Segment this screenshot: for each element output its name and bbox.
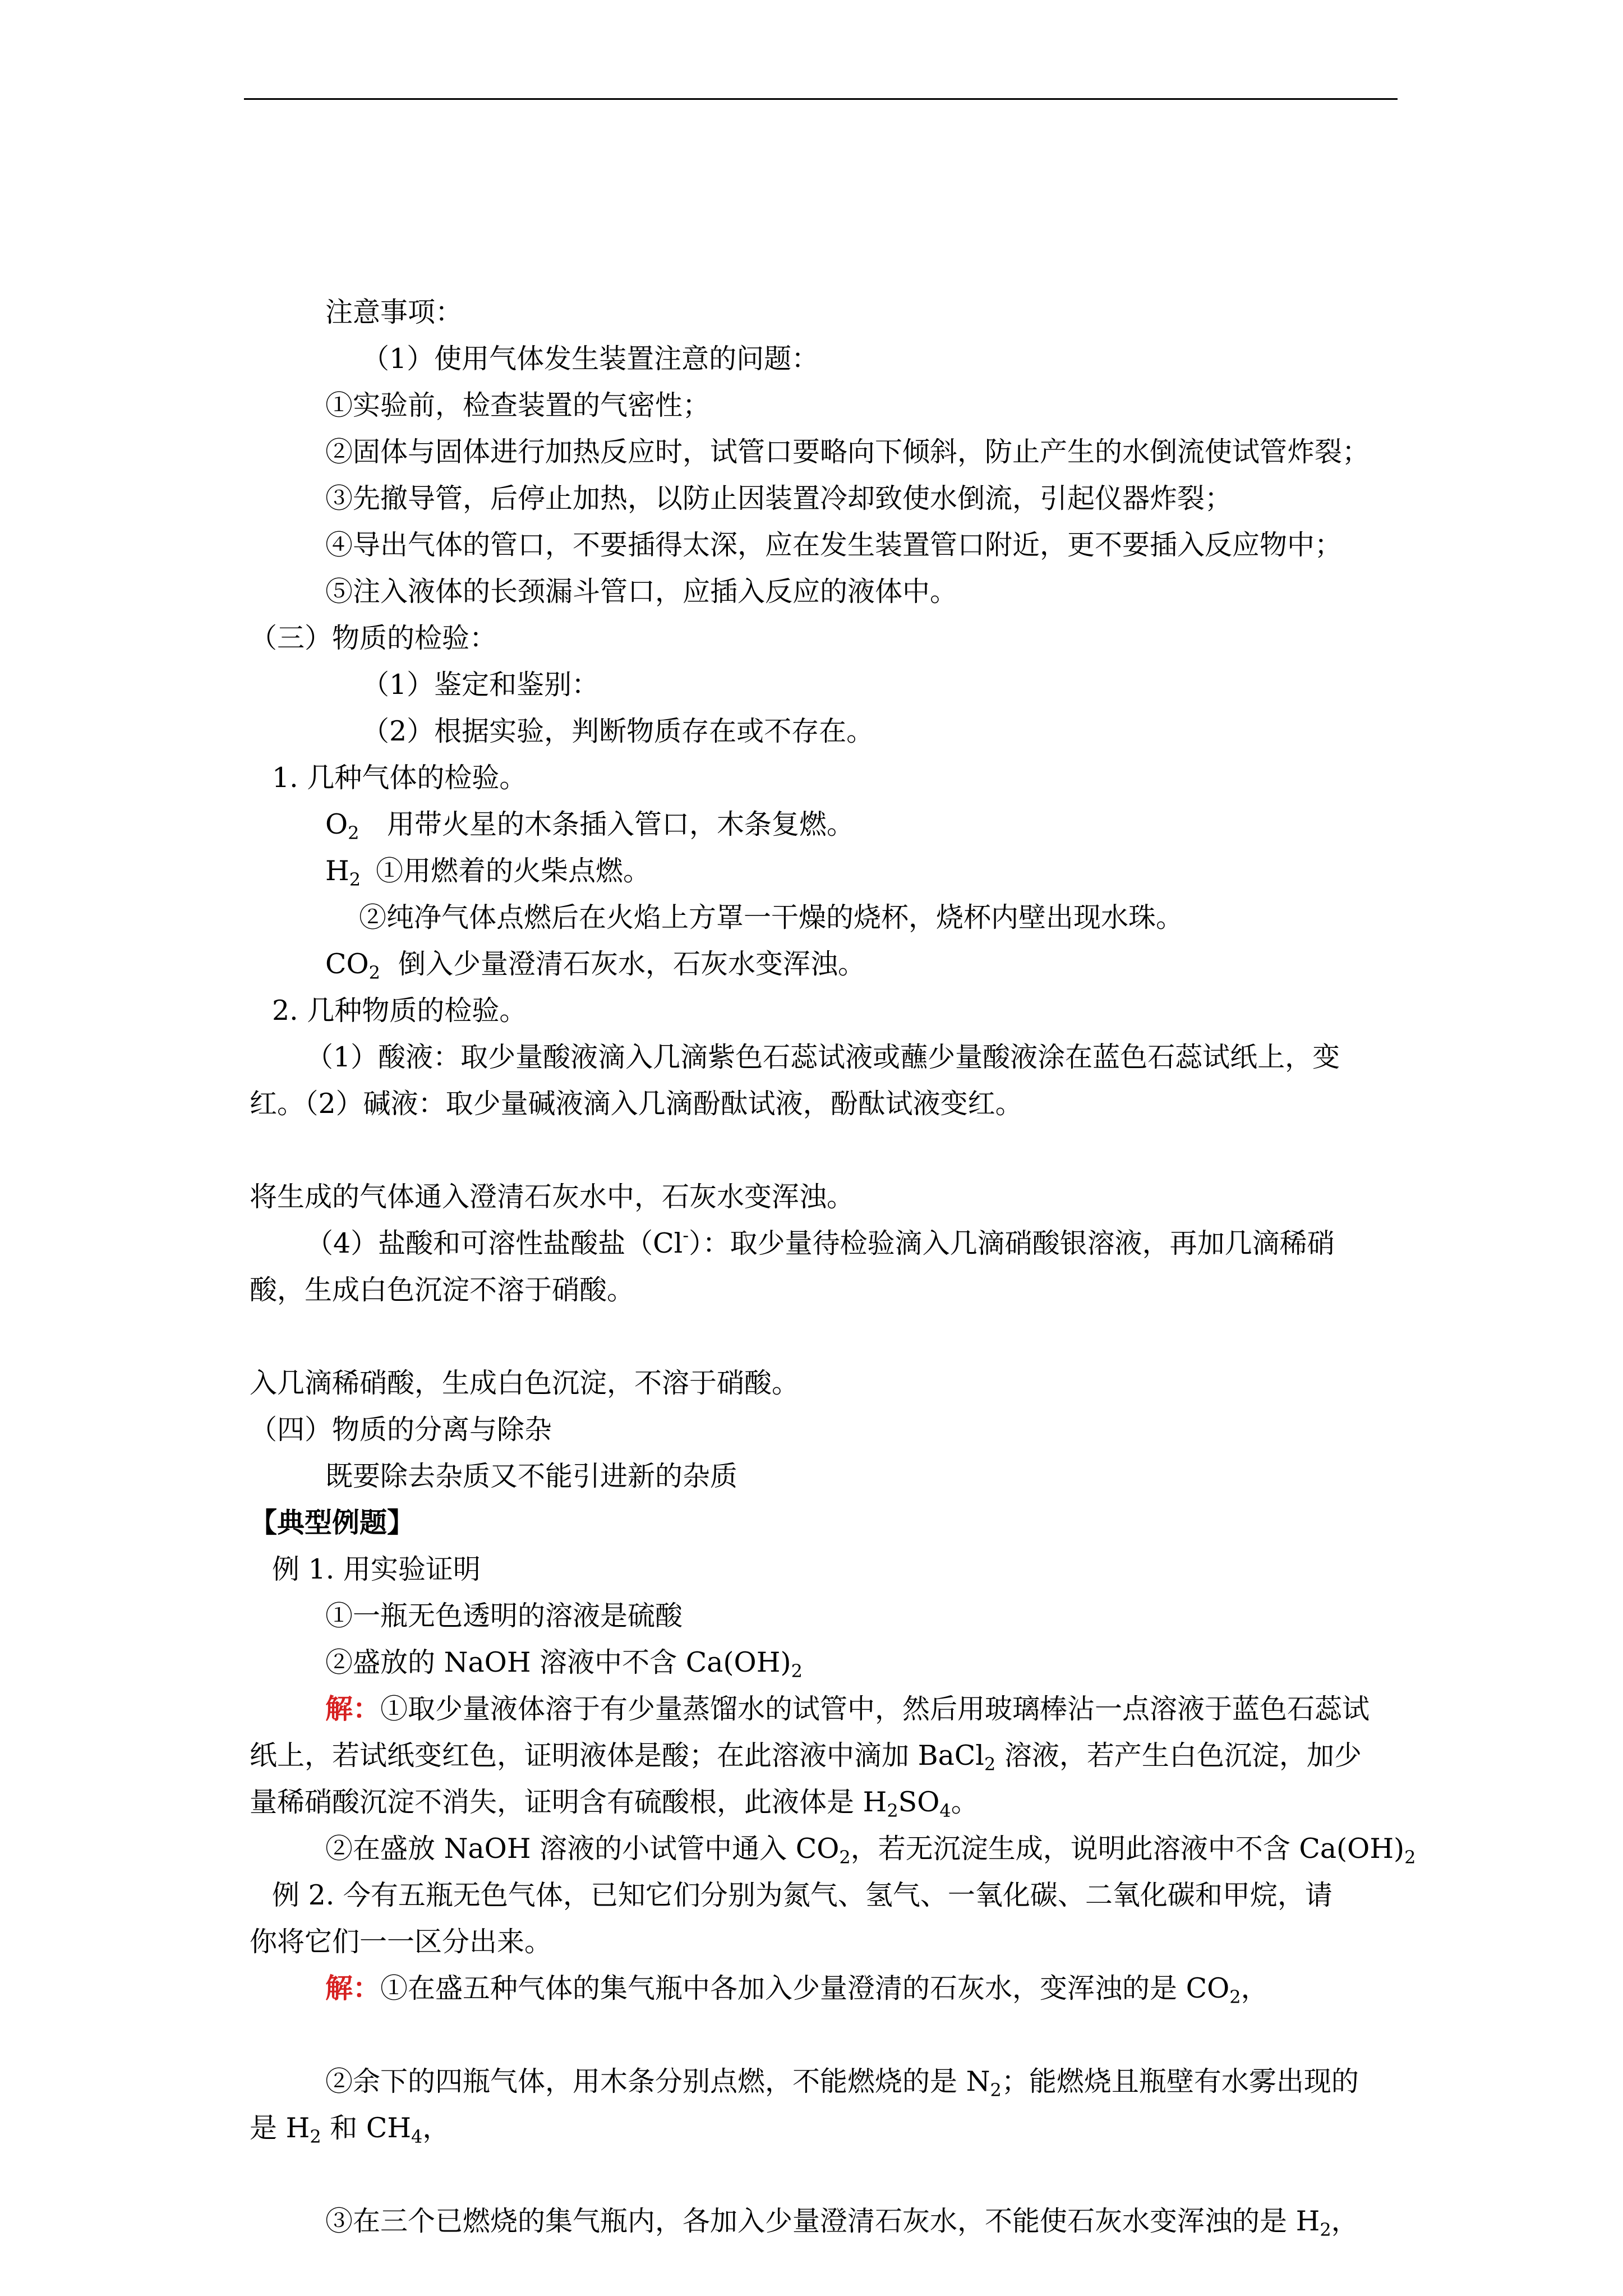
substance-test-title: 2. 几种物质的检验。 [272,995,527,1027]
example-1-item-1: ①一瓶无色透明的溶液是硫酸 [325,1600,683,1632]
example-2-solution-2: ②余下的四瓶气体，用木条分别点燃，不能燃烧的是 $N_2$；能燃烧且瓶壁有水雾出现的 [325,2065,1359,2101]
section3-heading: （三）物质的检验： [250,622,497,654]
notes-title: 注意事项： [325,296,463,328]
example-2-line-2: 你将它们一一区分出来。 [250,1926,552,1958]
o2-formula: $O_2$ [325,808,359,844]
chloride-test-line-2: 酸，生成白色沉淀不溶于硝酸。 [250,1274,635,1306]
section3-para-1: （1）鉴定和鉴别： [362,669,600,701]
example-1-solution-2: ②在盛放 NaOH 溶液的小试管中通入 $CO_2$，若无沉淀生成，说明此溶液中不含 $Ca(OH)_2$ [325,1833,1416,1868]
section4-heading: （四）物质的分离与除杂 [250,1414,552,1446]
blank-gap [250,2151,1399,2198]
examples-heading: 【典型例题】 [250,1506,415,1539]
notes-item-2: ②固体与固体进行加热反应时，试管口要略向下倾斜，防止产生的水倒流使试管炸裂； [325,436,1370,468]
acid-test-line-2: 红。（2）碱液：取少量碱液滴入几滴酚酞试液，酚酞试液变红。 [250,1088,1023,1120]
example-1-solution-line-2: 纸上，若试纸变红色，证明液体是酸；在此溶液中滴加 BaCl$_2$ 溶液，若产生白色沉淀，加少 [250,1740,1362,1775]
example-2-line-1: 例 2. 今有五瓶无色气体，已知它们分别为氮气、氢气、一氧化碳、二氧化碳和甲烷，请 [272,1879,1332,1911]
co2-test: $CO_2$ 倒入少量澄清石灰水，石灰水变浑浊。 [250,941,1399,987]
example-2-solution-4: ③在三个已燃烧的集气瓶内，各加入少量澄清石灰水，不能使石灰水变浑浊的是 $H_2$， [325,2205,1359,2240]
solution-label: 解： [325,1972,381,2004]
h2-test-2: ②纯净气体点燃后在火焰上方罩一干燥的烧杯，烧杯内壁出现水珠。 [359,901,1184,933]
section4-text: 既要除去杂质又不能引进新的杂质 [325,1460,738,1492]
example-1-solution-line-3: 量稀硝酸沉淀不消失，证明含有硫酸根，此液体是 $H_2SO_4$。 [250,1786,979,1821]
section3-para-2: （2）根据实验，判断物质存在或不存在。 [362,715,874,747]
notes-item-1: ①实验前，检查装置的气密性； [325,389,711,421]
example-1-title: 例 1. 用实验证明 [272,1553,481,1585]
example-1-item-2: ②盛放的 NaOH 溶液中不含 $Ca(OH)_2$ [325,1646,803,1682]
example-2-solution-1: 解：①在盛五种气体的集气瓶中各加入少量澄清的石灰水，变浑浊的是 $CO_2$， [325,1972,1269,2008]
notes-item-5: ⑤注入液体的长颈漏斗管口，应插入反应的液体中。 [325,576,958,608]
co2-formula: $CO_2$ [325,948,381,983]
h2-formula: $H_2$ [325,855,361,890]
acid-test-line-1: （1）酸液：取少量酸液滴入几滴紫色石蕊试液或蘸少量酸液涂在蓝色石蕊试纸上，变 [306,1041,1340,1073]
gas-test-title: 1. 几种气体的检验。 [272,762,527,794]
h2-test: $H_2$ ①用燃着的火柴点燃。 [250,848,1399,894]
blank-gap [250,2012,1399,2058]
nitric-acid-line: 入几滴稀硝酸，生成白色沉淀，不溶于硝酸。 [250,1367,800,1399]
notes-item-4: ④导出气体的管口，不要插得太深，应在发生装置管口附近，更不要插入反应物中； [325,529,1343,561]
blank-gap [250,1313,1399,1360]
co2-pass-line: 将生成的气体通入澄清石灰水中，石灰水变浑浊。 [250,1181,855,1213]
notes-subheading: （1）使用气体发生装置注意的问题： [362,343,819,375]
chloride-test-line-1: （4）盐酸和可溶性盐酸盐（Cl-）：取少量待检验滴入几滴硝酸银溶液，再加几滴稀硝 [306,1225,1335,1259]
header-rule [244,98,1398,100]
solution-label: 解： [325,1692,381,1725]
blank-gap [250,1127,1399,1174]
example-1-solution-line-1: 解：①取少量液体溶于有少量蒸馏水的试管中，然后用玻璃棒沾一点溶液于蓝色石蕊试 [325,1692,1370,1725]
o2-test: $O_2$ 用带火星的木条插入管口，木条复燃。 [250,801,1399,848]
example-2-solution-3: 是 $H_2$ 和 $CH_4$， [250,2112,450,2147]
notes-item-3: ③先撤导管，后停止加热，以防止因装置冷却致使水倒流，引起仪器炸裂； [325,482,1233,514]
document-body [250,289,1416,2244]
